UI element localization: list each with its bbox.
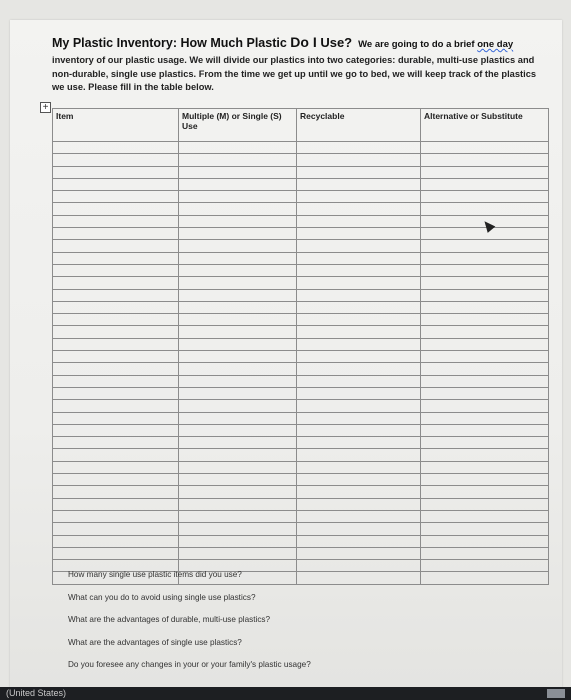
table-cell[interactable] xyxy=(297,264,421,276)
table-cell[interactable] xyxy=(297,474,421,486)
table-cell[interactable] xyxy=(297,154,421,166)
table-cell[interactable] xyxy=(421,523,549,535)
table-row xyxy=(53,510,549,522)
table-cell[interactable] xyxy=(53,387,179,399)
table-cell[interactable] xyxy=(53,375,179,387)
table-cell[interactable] xyxy=(421,486,549,498)
table-row xyxy=(53,400,549,412)
table-row xyxy=(53,228,549,240)
table-cell[interactable] xyxy=(297,400,421,412)
table-cell[interactable] xyxy=(297,301,421,313)
table-cell[interactable] xyxy=(297,412,421,424)
table-cell[interactable] xyxy=(297,142,421,154)
table-cell[interactable] xyxy=(297,289,421,301)
table-cell[interactable] xyxy=(179,363,297,375)
table-cell[interactable] xyxy=(297,449,421,461)
table-cell[interactable] xyxy=(179,166,297,178)
header-alternative: Alternative or Substitute xyxy=(421,109,549,142)
table-row xyxy=(53,338,549,350)
table-cell[interactable] xyxy=(179,154,297,166)
table-cell[interactable] xyxy=(297,338,421,350)
table-cell[interactable] xyxy=(179,351,297,363)
table-cell[interactable] xyxy=(53,142,179,154)
table-cell[interactable] xyxy=(53,535,179,547)
table-cell[interactable] xyxy=(53,510,179,522)
table-row xyxy=(53,437,549,449)
document-page xyxy=(10,20,562,688)
table-cell[interactable] xyxy=(53,228,179,240)
table-cell[interactable] xyxy=(297,314,421,326)
table-cell[interactable] xyxy=(179,191,297,203)
table-cell[interactable] xyxy=(53,424,179,436)
table-cell[interactable] xyxy=(297,277,421,289)
table-cell[interactable] xyxy=(179,474,297,486)
table-header-row xyxy=(53,109,549,142)
table-row xyxy=(53,154,549,166)
table-cell[interactable] xyxy=(421,326,549,338)
table-cell[interactable] xyxy=(179,240,297,252)
table-cell[interactable] xyxy=(53,474,179,486)
table-cell[interactable] xyxy=(53,412,179,424)
table-row xyxy=(53,277,549,289)
inventory-table xyxy=(52,108,549,585)
table-cell[interactable] xyxy=(179,289,297,301)
table-cell[interactable] xyxy=(53,523,179,535)
table-cell[interactable] xyxy=(421,449,549,461)
table-cell[interactable] xyxy=(297,387,421,399)
table-cell[interactable] xyxy=(53,178,179,190)
table-cell[interactable] xyxy=(297,252,421,264)
table-row xyxy=(53,326,549,338)
table-cell[interactable] xyxy=(421,301,549,313)
table-cell[interactable] xyxy=(297,461,421,473)
table-cell[interactable] xyxy=(421,437,549,449)
table-cell[interactable] xyxy=(53,240,179,252)
table-row xyxy=(53,363,549,375)
table-cell[interactable] xyxy=(297,240,421,252)
intro-paragraph: inventory of our plastic usage. We will divide our plastics into two categories: durable, multi-use plastics and non-durable, single use plastics. From the time we get up until we go to bed, we will keep track of the plastics we use. Please fill in the table below. xyxy=(52,55,537,92)
table-cell[interactable] xyxy=(297,228,421,240)
table-cell[interactable] xyxy=(421,142,549,154)
table-cell[interactable] xyxy=(179,449,297,461)
table-cell[interactable] xyxy=(179,228,297,240)
table-cell[interactable] xyxy=(297,363,421,375)
table-cell[interactable] xyxy=(179,264,297,276)
table-cell[interactable] xyxy=(297,424,421,436)
table-cell[interactable] xyxy=(53,547,179,559)
table-cell[interactable] xyxy=(179,338,297,350)
table-cell[interactable] xyxy=(421,240,549,252)
table-cell[interactable] xyxy=(53,289,179,301)
table-row xyxy=(53,535,549,547)
table-row xyxy=(53,178,549,190)
table-cell[interactable] xyxy=(179,252,297,264)
table-cell[interactable] xyxy=(179,375,297,387)
table-row xyxy=(53,412,549,424)
table-row xyxy=(53,474,549,486)
table-cell[interactable] xyxy=(179,314,297,326)
title-tail xyxy=(358,39,513,50)
table-cell[interactable] xyxy=(297,535,421,547)
question-item: How many single use plastic items did you use? xyxy=(68,570,242,579)
table-cell[interactable] xyxy=(179,277,297,289)
table-cell[interactable] xyxy=(297,547,421,559)
table-row xyxy=(53,166,549,178)
table-cell[interactable] xyxy=(53,449,179,461)
view-layout-icon[interactable] xyxy=(547,689,565,698)
table-cell[interactable] xyxy=(53,363,179,375)
table-row xyxy=(53,289,549,301)
table-cell[interactable] xyxy=(53,486,179,498)
table-cell[interactable] xyxy=(421,154,549,166)
table-row xyxy=(53,486,549,498)
table-cell[interactable] xyxy=(179,387,297,399)
table-cell[interactable] xyxy=(421,535,549,547)
table-row xyxy=(53,203,549,215)
table-row xyxy=(53,301,549,313)
table-cell[interactable] xyxy=(179,523,297,535)
table-cell[interactable] xyxy=(421,400,549,412)
table-cell[interactable] xyxy=(179,510,297,522)
table-cell[interactable] xyxy=(53,437,179,449)
table-row xyxy=(53,191,549,203)
question-item: What are the advantages of durable, multi-use plastics? xyxy=(68,615,271,624)
table-cell[interactable] xyxy=(53,166,179,178)
header-recyclable: Recyclable xyxy=(297,109,421,142)
questions-list xyxy=(68,570,538,683)
table-cell[interactable] xyxy=(421,203,549,215)
table-cell[interactable] xyxy=(297,326,421,338)
title-main: My Plastic Inventory: How Much Plastic xyxy=(52,36,291,50)
status-bar xyxy=(0,687,571,700)
table-cell[interactable] xyxy=(297,203,421,215)
table-row xyxy=(53,314,549,326)
table-cell[interactable] xyxy=(53,314,179,326)
table-cell[interactable] xyxy=(297,486,421,498)
table-cell[interactable] xyxy=(421,547,549,559)
table-cell[interactable] xyxy=(53,326,179,338)
table-cell[interactable] xyxy=(179,412,297,424)
table-cell[interactable] xyxy=(53,215,179,227)
table-cell[interactable] xyxy=(53,203,179,215)
table-cell[interactable] xyxy=(53,277,179,289)
table-cell[interactable] xyxy=(179,424,297,436)
table-cell[interactable] xyxy=(421,474,549,486)
table-cell[interactable] xyxy=(53,351,179,363)
table-row xyxy=(53,215,549,227)
table-row xyxy=(53,523,549,535)
table-cell[interactable] xyxy=(53,252,179,264)
table-row xyxy=(53,449,549,461)
table-cell[interactable] xyxy=(421,314,549,326)
table-cell[interactable] xyxy=(421,351,549,363)
table-cell[interactable] xyxy=(297,215,421,227)
title-question: Use? xyxy=(316,35,353,50)
table-cell[interactable] xyxy=(421,424,549,436)
table-cell[interactable] xyxy=(421,461,549,473)
table-cell[interactable] xyxy=(179,486,297,498)
table-cell[interactable] xyxy=(421,252,549,264)
header-item: Item xyxy=(53,109,179,142)
language-label[interactable]: (United States) xyxy=(6,688,67,698)
table-cell[interactable] xyxy=(297,191,421,203)
table-row xyxy=(53,461,549,473)
move-handle-icon[interactable]: + xyxy=(40,102,51,113)
table-cell[interactable] xyxy=(421,412,549,424)
table-cell[interactable] xyxy=(297,510,421,522)
table-row xyxy=(53,351,549,363)
table-cell[interactable] xyxy=(53,461,179,473)
table-row xyxy=(53,252,549,264)
question-item: What are the advantages of single use plastics? xyxy=(68,637,242,647)
question-item: Do you foresee any changes in your or your family's plastic usage? xyxy=(68,660,311,669)
table-cell[interactable] xyxy=(421,510,549,522)
table-cell[interactable] xyxy=(421,178,549,190)
table-cell[interactable] xyxy=(421,166,549,178)
table-cell[interactable] xyxy=(297,375,421,387)
table-cell[interactable] xyxy=(53,264,179,276)
question-item: What can you do to avoid using single use plastics? xyxy=(68,592,256,602)
table-cell[interactable] xyxy=(297,437,421,449)
table-row xyxy=(53,387,549,399)
title-tail-underlined: one day xyxy=(477,39,514,50)
table-cell[interactable] xyxy=(53,338,179,350)
table-cell[interactable] xyxy=(179,535,297,547)
table-cell[interactable] xyxy=(179,142,297,154)
view-buttons xyxy=(547,689,565,698)
table-cell[interactable] xyxy=(179,498,297,510)
table-row xyxy=(53,547,549,559)
table-cell[interactable] xyxy=(297,166,421,178)
table-cell[interactable] xyxy=(297,351,421,363)
table-row xyxy=(53,424,549,436)
table-cell[interactable] xyxy=(297,178,421,190)
table-cell[interactable] xyxy=(179,326,297,338)
title-tail-text: We are going to do a brief xyxy=(358,39,478,50)
table-cell[interactable] xyxy=(179,203,297,215)
page-title xyxy=(52,34,552,50)
table-cell[interactable] xyxy=(421,498,549,510)
title-emphasis: Do I xyxy=(290,34,317,50)
table-cell[interactable] xyxy=(179,178,297,190)
table-row xyxy=(53,264,549,276)
table-cell[interactable] xyxy=(179,400,297,412)
table-cell[interactable] xyxy=(179,547,297,559)
table-cell[interactable] xyxy=(297,498,421,510)
table-cell[interactable] xyxy=(421,363,549,375)
table-cell[interactable] xyxy=(421,264,549,276)
table-cell[interactable] xyxy=(53,154,179,166)
table-row xyxy=(53,240,549,252)
header-use-type: Multiple (M) or Single (S) Use xyxy=(179,109,297,142)
table-cell[interactable] xyxy=(179,461,297,473)
table-cell[interactable] xyxy=(421,375,549,387)
table-cell[interactable] xyxy=(421,387,549,399)
table-cell[interactable] xyxy=(421,277,549,289)
table-cell[interactable] xyxy=(421,191,549,203)
table-row xyxy=(53,498,549,510)
table-cell[interactable] xyxy=(297,523,421,535)
table-cell[interactable] xyxy=(421,338,549,350)
table-cell[interactable] xyxy=(53,498,179,510)
table-row xyxy=(53,142,549,154)
table-row xyxy=(53,375,549,387)
table-cell[interactable] xyxy=(179,215,297,227)
table-cell[interactable] xyxy=(421,289,549,301)
table-cell[interactable] xyxy=(179,437,297,449)
table-cell[interactable] xyxy=(179,301,297,313)
table-cell[interactable] xyxy=(53,301,179,313)
table-cell[interactable] xyxy=(53,191,179,203)
table-cell[interactable] xyxy=(53,400,179,412)
